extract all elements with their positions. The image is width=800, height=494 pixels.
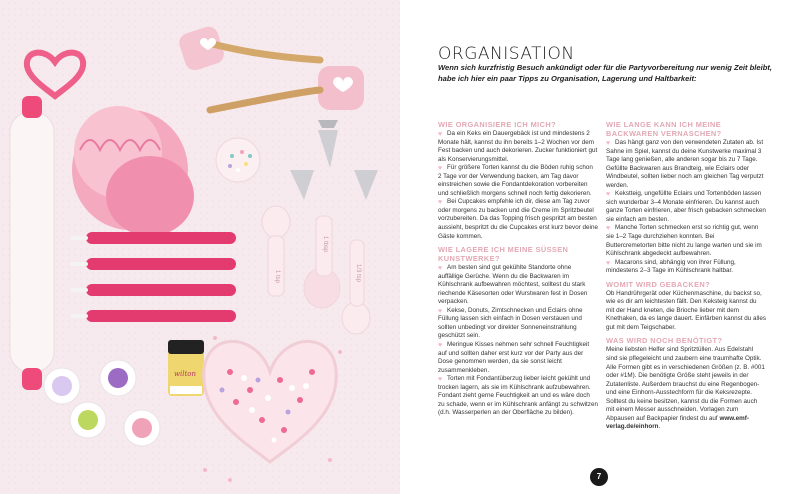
heart-bullet-icon: ♥ <box>606 225 611 233</box>
section-heading: WAS WIRD NOCH BENÖTIGT? <box>606 336 723 346</box>
heart-bullet-icon: ♥ <box>438 265 443 273</box>
tip-paragraph: ♥ Torten mit Fondantüberzug lieber leicht gekühlt und trocken lagern, als sie im Kühlschrank aufzubewahren. Fondant zieht gerne Feuchtigkeit an und es wäre doch zu schade, wenn er im Kühlschrank anfängt zu schwitzen (d.h. Wasserperlen an der Oberfläche zu bilden). <box>438 375 598 417</box>
tip-paragraph: ♥ Da ein Keks ein Dauergebäck ist und mindestens 2 Monate hält, kannst du ihn bereits 1–2 Wochen vor dem Fest backen und auch dekorieren. Zucker funktioniert gut als Konservierungsmittel. <box>438 130 598 163</box>
heart-bullet-icon: ♥ <box>438 342 443 350</box>
heart-bullet-icon: ♥ <box>606 140 611 147</box>
body-paragraph: Meine liebsten Helfer sind Spritztüllen. Aus Edelstahl sind sie pflegeleicht und zaubern eine traumhafte Optik. Alle Formen gibt es in verschiedenen Größen (z. B. #001 oder #1M). Die benötigte Größe steht jeweils in der Zutatenliste. Außerdem brauchst du eine Regenbogen- und eine Einhorn-Ausstechform für die Keksrezepte. Solltest du keine besitzen, kannst du die Formen auch mit einem Messer ausschneiden. Vorlagen zum Abpausen auf Backpapier findest du auf www.emf-verlag.de/einhorn. <box>606 346 765 431</box>
tip-paragraph: ♥ Das hängt ganz von den verwendeten Zutaten ab. Ist Sahne im Spiel, kannst du deine Kunstwerke maximal 3 Tage lang genießen, alle anderen sogar bis zu 7 Tage. Gefüllte Backwaren aus Brandteig, wie Eclairs oder Windbeutel, sollten lieber noch am gleichen Tag verputzt werden. <box>606 139 764 189</box>
section-heading: WIE LANGE KANN ICH MEINE BACKWAREN VERNASCHEN? <box>606 120 722 138</box>
left-column <box>438 120 598 418</box>
body-paragraph: Ob Handrührgerät oder Küchenmaschine, du backst so, wie es dir am leichtesten fällt. Den Keksteig kannst du mit der Hand kneten, die Brioche lieber mit dem Knethaken, da es lange dauert. Einfärben kannst du alles gut mit dem Teigschaber. <box>606 289 766 331</box>
page-number: 7 <box>590 468 608 486</box>
intro-text: Wenn sich kurzfristig Besuch ankündigt oder für die Partyvorbereitung nur wenig Zeit bleibt, habe ich hier ein paar Tipps zu Organisation, Lagerung und Haltbarkeit: <box>438 63 773 83</box>
rolling-pin-icon <box>10 96 54 390</box>
tip-paragraph: ♥ Kekstteig, ungefüllte Eclairs und Tortenböden lassen sich wunderbar 3–4 Monate einfrieren. Du kannst auch ganze Torten einfrieren, aber frisch gebacken schmecken sie einfach am besten. <box>606 190 766 223</box>
spoon-label: 1/3 tsp <box>355 264 361 283</box>
section-heading: WIE LAGERE ICH MEINE SÜSSEN KUNSTWERKE? <box>438 245 569 264</box>
section-heading: WOMIT WIRD GEBACKEN? <box>606 279 711 289</box>
heart-bullet-icon: ♥ <box>438 131 443 138</box>
tip-paragraph: ♥ Macarons sind, abhängig von ihrer Füllung, mindestens 2–3 Tage im Kühlschrank haltbar. <box>606 258 736 275</box>
tip-paragraph: ♥ Meringue Kisses nehmen sehr schnell Feuchtigkeit auf und sollten daher erst kurz vor der Party aus der Dose genommen werden, da sie sonst leicht zusammenkleben. <box>438 341 590 374</box>
tip-paragraph: ♥ Bei Cupcakes empfehle ich dir, diese am Tag zuvor oder morgens zu backen und die Creme im Spritzbeutel vorzubereiten. Da das Topping frisch gespritzt am besten aussieht, bespritzt du die Cupcakes erst kurz bevor deine Gäste kommen. <box>438 198 598 240</box>
heart-bullet-icon: ♥ <box>438 307 443 315</box>
spoon-label: 1 tbsp <box>322 236 328 253</box>
text-page <box>400 0 800 494</box>
heart-bullet-icon: ♥ <box>438 376 443 384</box>
tip-paragraph: ♥ Am besten sind gut gekühlte Standorte ohne auffällige Gerüche. Wenn du die Backwaren im Kühlschrank aufbewahren möchtest, solltest du stark riechende Käsesorten oder Wurstwaren fest in Dosen verpacken. <box>438 264 588 306</box>
tip-paragraph: ♥ Manche Torten schmecken erst so richtig gut, wenn sie 1–2 Tage durchziehen konnten. Bei Buttercremetorten bitte nicht zu lange warten und sie im Kühlschrank abgedeckt aufbewahren. <box>606 224 762 258</box>
heart-bullet-icon: ♥ <box>438 165 443 173</box>
heart-bullet-icon: ♥ <box>438 199 443 207</box>
sprinkles-bowl-icon <box>216 138 260 182</box>
section-heading: WIE ORGANISIERE ICH MICH? <box>438 120 556 129</box>
tip-paragraph: ♥ Kekse, Donuts, Zimtschnecken und Eclairs ohne Füllung lassen sich einfach in Dosen verstauen und sollten unbedingt vor direkter Sonneneinstrahlung geschützt sein. <box>438 306 583 340</box>
heart-bullet-icon: ♥ <box>606 259 611 267</box>
page-title: ORGANISATION <box>438 44 575 64</box>
svg-text:wilton: wilton <box>174 370 197 378</box>
tip-paragraph: ♥ Für größere Torten kannst du die Böden ruhig schon 2 Tage vor der Verwendung backen, am Tag davor einstreichen sowie die Fondantdekoration vorbereiten und schließlich morgens schnell noch fertig dekorieren. <box>438 164 593 197</box>
website-link[interactable]: www.emf-verlag.de/einhorn <box>606 414 749 431</box>
spoon-label: 1 tsp <box>274 270 280 284</box>
heart-bullet-icon: ♥ <box>606 191 611 199</box>
right-column <box>606 120 766 432</box>
